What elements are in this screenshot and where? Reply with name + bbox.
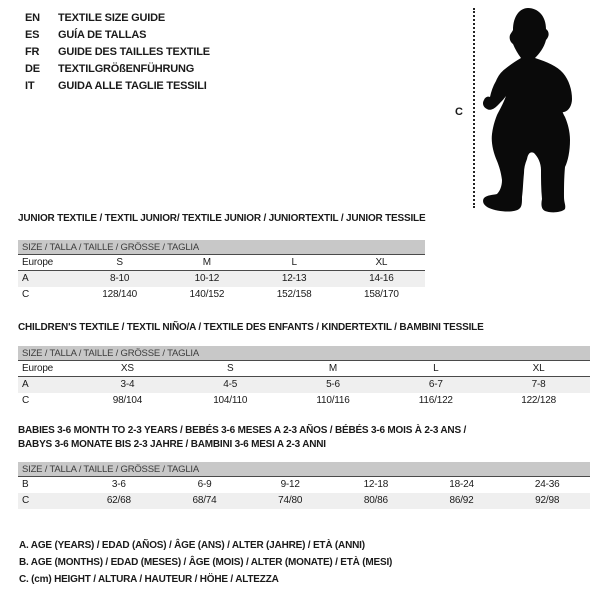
size-cell: XS bbox=[120, 363, 134, 374]
table-row-height bbox=[18, 493, 590, 509]
table-title-line1: BABIES 3-6 MONTH TO 2-3 YEARS / BEBÉS 3-6 MESES A 2-3 AÑOS / BÉBÉS 3-6 MOIS À 2-3 ANS / bbox=[18, 425, 467, 436]
row-label: B bbox=[22, 479, 29, 490]
height-cell: 140/152 bbox=[189, 289, 225, 300]
months-cell: 18-24 bbox=[449, 479, 474, 490]
height-cell: 104/110 bbox=[213, 395, 248, 406]
language-code: ES bbox=[25, 29, 40, 41]
row-label: A bbox=[22, 273, 29, 284]
age-cell: 5-6 bbox=[326, 379, 340, 390]
language-row-es bbox=[25, 27, 210, 44]
size-cell: M bbox=[328, 363, 338, 374]
size-cell: L bbox=[291, 257, 297, 268]
age-cell: 12-13 bbox=[281, 273, 307, 284]
language-code: EN bbox=[25, 12, 40, 24]
row-label: C bbox=[22, 395, 30, 406]
language-code: FR bbox=[25, 46, 40, 58]
height-cell: 158/170 bbox=[364, 289, 399, 300]
size-cell: XL bbox=[375, 257, 388, 268]
table-title: JUNIOR TEXTILE / TEXTIL JUNIOR/ TEXTILE JUNIOR / JUNIORTEXTIL / JUNIOR TESSILE bbox=[18, 213, 426, 224]
height-cell: 152/158 bbox=[276, 289, 312, 300]
months-cell: 9-12 bbox=[280, 479, 300, 490]
baby-silhouette-icon bbox=[480, 0, 580, 215]
size-cell: L bbox=[433, 363, 439, 374]
size-header-bar: SIZE / TALLA / TAILLE / GRÖSSE / TAGLIA bbox=[18, 240, 425, 255]
language-code: IT bbox=[25, 80, 35, 92]
table-row-age bbox=[18, 377, 590, 393]
table-row-height bbox=[18, 393, 590, 409]
language-row-it bbox=[25, 78, 210, 95]
height-cell: 122/128 bbox=[521, 395, 556, 406]
table-row-europe bbox=[18, 361, 590, 377]
measure-legend bbox=[19, 537, 392, 588]
height-cell: 116/122 bbox=[418, 395, 453, 406]
height-cell: 74/80 bbox=[278, 495, 303, 506]
babies-textile-section bbox=[18, 424, 590, 509]
size-cell: S bbox=[226, 363, 234, 374]
row-label: Europe bbox=[22, 257, 54, 268]
height-cell: 62/68 bbox=[106, 495, 131, 506]
table-title: CHILDREN'S TEXTILE / TEXTIL NIÑO/A / TEXTILE DES ENFANTS / KINDERTEXTIL / BAMBINI TESSILE bbox=[18, 322, 484, 333]
months-cell: 24-36 bbox=[534, 479, 560, 490]
months-cell: 6-9 bbox=[197, 479, 212, 490]
legend-item-b: B. AGE (MONTHS) / EDAD (MESES) / ÂGE (MOIS) / ALTER (MONATE) / ETÀ (MESI) bbox=[19, 557, 393, 568]
language-row-en bbox=[25, 10, 210, 27]
language-row-fr bbox=[25, 44, 210, 61]
size-cell: XL bbox=[532, 363, 545, 374]
legend-item-a: A. AGE (YEARS) / EDAD (AÑOS) / ÂGE (ANS) / ALTER (JAHRE) / ETÀ (ANNI) bbox=[19, 540, 365, 551]
row-label: C bbox=[22, 289, 30, 300]
row-label: Europe bbox=[22, 363, 54, 374]
age-cell: 7-8 bbox=[531, 379, 546, 390]
language-title: TEXTILE SIZE GUIDE bbox=[58, 12, 166, 24]
language-title-list bbox=[25, 10, 210, 95]
row-label: C bbox=[22, 495, 30, 506]
language-title: TEXTILGRÖßENFÜHRUNG bbox=[58, 63, 195, 75]
height-cell: 98/104 bbox=[112, 395, 143, 406]
months-cell: 12-18 bbox=[363, 479, 389, 490]
age-cell: 6-7 bbox=[428, 379, 443, 390]
size-cell: S bbox=[116, 257, 123, 268]
language-code: DE bbox=[25, 63, 40, 75]
junior-textile-section bbox=[18, 212, 425, 303]
height-cell: 128/140 bbox=[102, 289, 137, 300]
height-cell: 86/92 bbox=[449, 495, 474, 506]
table-title-line2: BABYS 3-6 MONATE BIS 2-3 JAHRE / BAMBINI 3-6 MESI A 2-3 ANNI bbox=[18, 439, 326, 450]
age-cell: 3-4 bbox=[120, 379, 135, 390]
height-measure-line bbox=[473, 8, 475, 208]
table-row-europe bbox=[18, 255, 425, 271]
height-cell: 92/98 bbox=[535, 495, 560, 506]
table-row-height bbox=[18, 287, 425, 303]
size-cell: M bbox=[202, 257, 211, 268]
table-row-age bbox=[18, 271, 425, 287]
height-cell: 68/74 bbox=[192, 495, 217, 506]
table-row-months bbox=[18, 477, 590, 493]
height-cell: 110/116 bbox=[316, 395, 350, 406]
measure-label-c: C bbox=[455, 106, 463, 118]
age-cell: 10-12 bbox=[194, 273, 220, 284]
language-title: GUIDE DES TAILLES TEXTILE bbox=[58, 46, 210, 58]
size-header-bar: SIZE / TALLA / TAILLE / GRÖSSE / TAGLIA bbox=[18, 346, 590, 361]
age-cell: 14-16 bbox=[369, 273, 394, 284]
size-header-bar: SIZE / TALLA / TAILLE / GRÖSSE / TAGLIA bbox=[18, 462, 590, 477]
row-label: A bbox=[22, 379, 29, 390]
children-textile-section bbox=[18, 321, 590, 409]
language-title: GUIDA ALLE TAGLIE TESSILI bbox=[58, 80, 207, 92]
age-cell: 4-5 bbox=[223, 379, 238, 390]
height-cell: 80/86 bbox=[363, 495, 388, 506]
legend-item-c: C. (cm) HEIGHT / ALTURA / HAUTEUR / HÖHE / ALTEZZA bbox=[19, 574, 279, 585]
months-cell: 3-6 bbox=[111, 479, 126, 490]
age-cell: 8-10 bbox=[110, 273, 130, 284]
language-row-de bbox=[25, 61, 210, 78]
language-title: GUÍA DE TALLAS bbox=[58, 29, 147, 41]
